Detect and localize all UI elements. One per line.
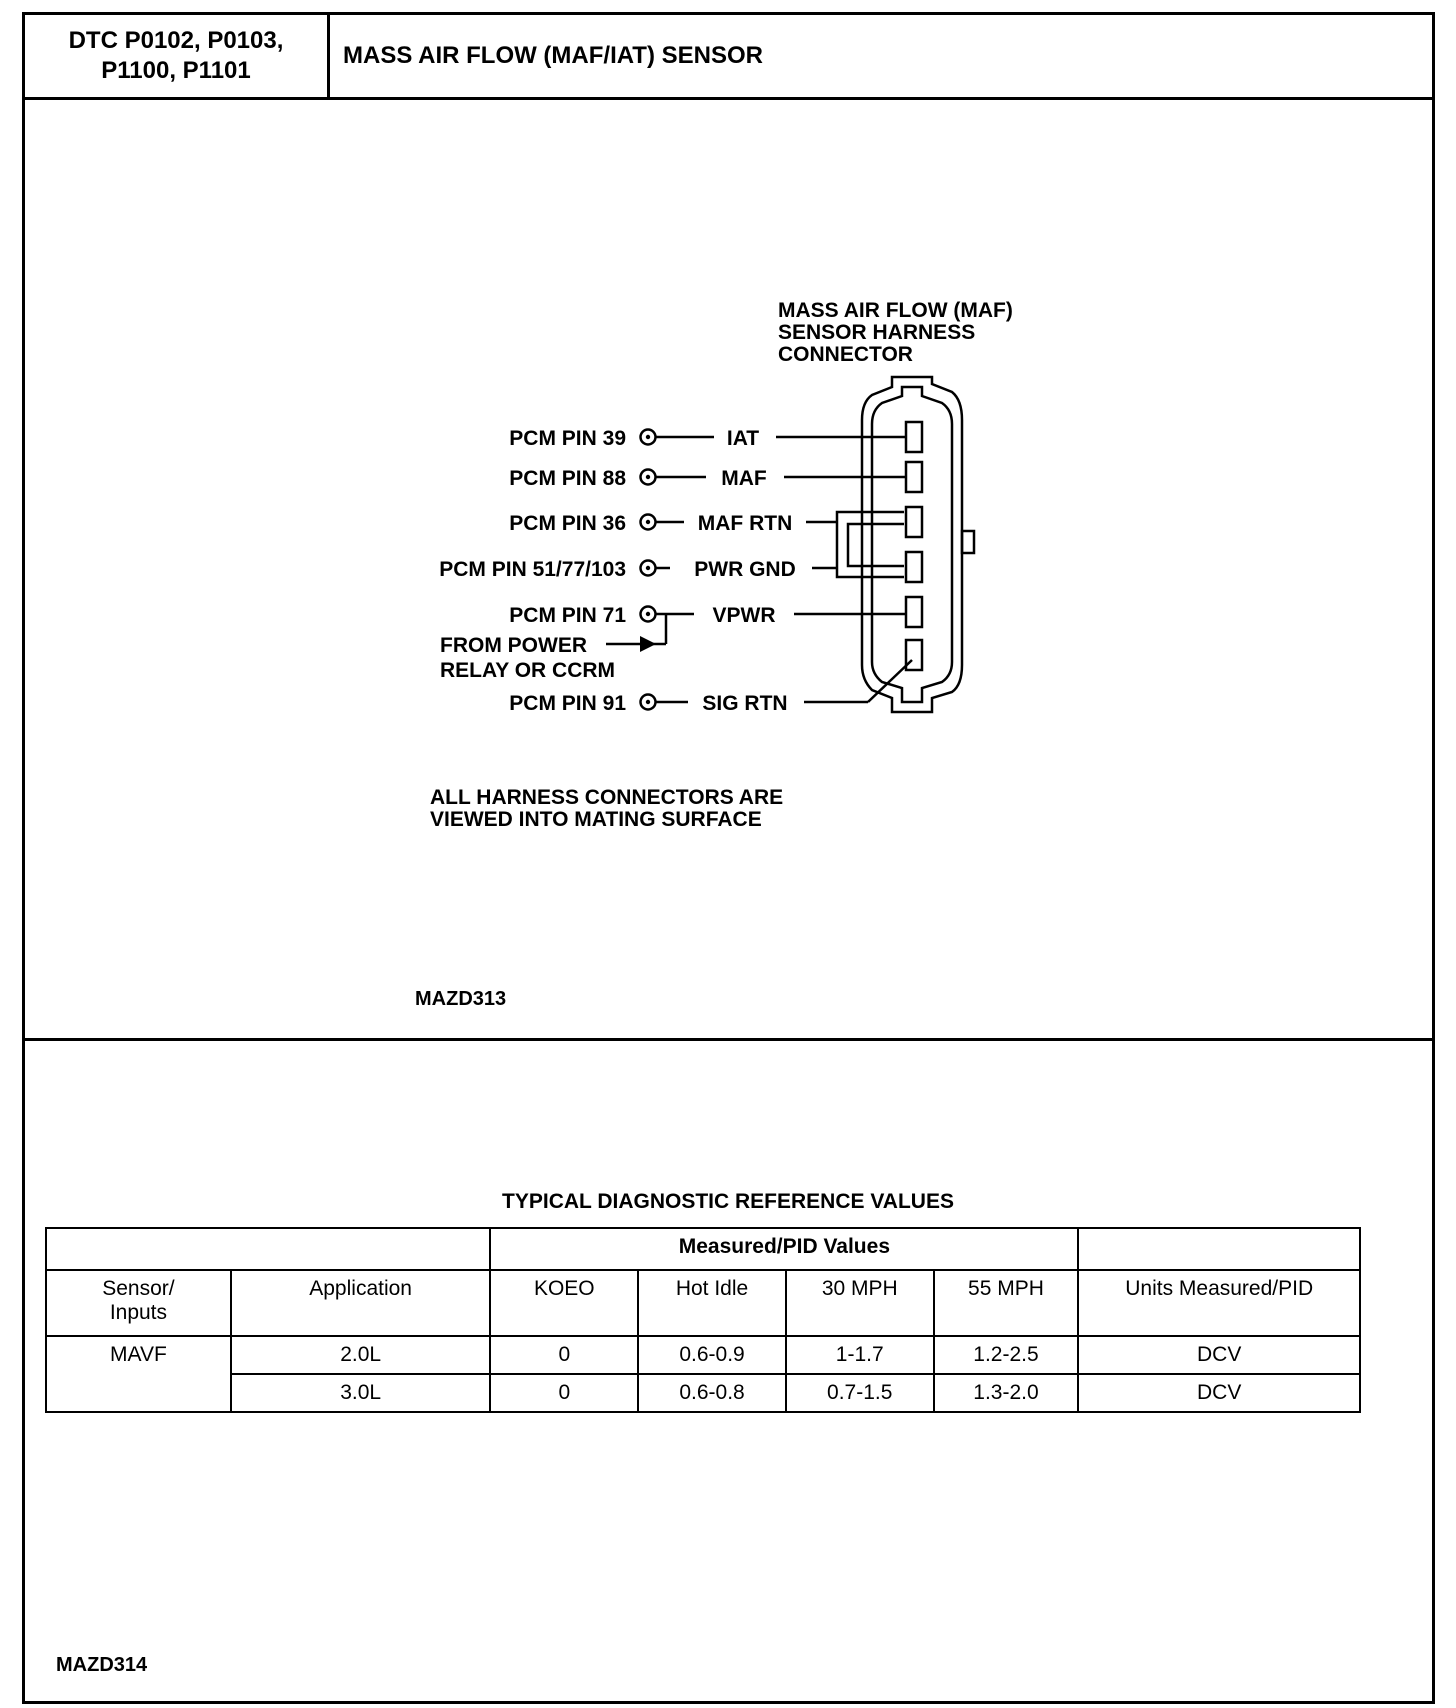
units-cell: DCV bbox=[1078, 1374, 1360, 1412]
pin-slot-maf bbox=[906, 462, 922, 492]
col-header-application: Application bbox=[231, 1270, 491, 1336]
empty-header-cell bbox=[46, 1228, 490, 1270]
power-source-line-1: FROM POWER bbox=[440, 634, 587, 657]
terminal-dot-icon bbox=[646, 520, 650, 524]
signal-sig-rtn-label: SIG RTN bbox=[702, 692, 788, 715]
reference-values-table bbox=[45, 1227, 1361, 1413]
viewing-note-line-2: VIEWED INTO MATING SURFACE bbox=[430, 808, 762, 831]
pin-slots bbox=[906, 422, 922, 670]
hot-idle-cell: 0.6-0.9 bbox=[638, 1336, 786, 1374]
mph55-cell: 1.3-2.0 bbox=[934, 1374, 1079, 1412]
col-header-55-mph: 55 MPH bbox=[934, 1270, 1079, 1336]
connector-title-line-1: MASS AIR FLOW (MAF) bbox=[778, 299, 1013, 322]
units-cell: DCV bbox=[1078, 1336, 1360, 1374]
mph30-cell: 0.7-1.5 bbox=[786, 1374, 934, 1412]
pcm-pin-71-label: PCM PIN 71 bbox=[509, 604, 626, 627]
signal-maf-rtn-label: MAF RTN bbox=[697, 512, 793, 535]
pcm-pin-91-label: PCM PIN 91 bbox=[509, 692, 626, 715]
mph55-cell: 1.2-2.5 bbox=[934, 1336, 1079, 1374]
signal-iat-label: IAT bbox=[726, 427, 760, 450]
col-header-units: Units Measured/PID bbox=[1078, 1270, 1360, 1336]
pin-slot-vpwr bbox=[906, 597, 922, 627]
col-header-sensor: Sensor/ Inputs bbox=[46, 1270, 231, 1336]
power-source-line-2: RELAY OR CCRM bbox=[440, 659, 616, 682]
hot-idle-cell: 0.6-0.8 bbox=[638, 1374, 786, 1412]
signal-pwr-gnd-label: PWR GND bbox=[694, 558, 796, 581]
connector-title-line-3: CONNECTOR bbox=[778, 343, 913, 366]
table-row bbox=[46, 1374, 1360, 1412]
figure-code-diagram: MAZD313 bbox=[415, 988, 507, 1010]
ground-jumper bbox=[837, 512, 904, 577]
pcm-pin-88-label: PCM PIN 88 bbox=[509, 467, 626, 490]
signal-maf-label: MAF bbox=[721, 467, 767, 490]
arrow-right-icon bbox=[640, 636, 656, 652]
terminal-dot-icon bbox=[646, 435, 650, 439]
connector-body bbox=[862, 377, 974, 712]
table-row bbox=[46, 1336, 1360, 1374]
application-cell: 2.0L bbox=[231, 1336, 491, 1374]
pin-slot-sig-rtn bbox=[906, 640, 922, 670]
table-title: TYPICAL DIAGNOSTIC REFERENCE VALUES bbox=[502, 1190, 954, 1213]
measured-pid-group-header: Measured/PID Values bbox=[490, 1228, 1078, 1270]
dtc-codes-line-2: P1100, P1101 bbox=[101, 57, 251, 84]
terminal-dot-icon bbox=[646, 566, 650, 570]
page-title: MASS AIR FLOW (MAF/IAT) SENSOR bbox=[343, 42, 763, 69]
terminal-dot-icon bbox=[646, 475, 650, 479]
dtc-codes-line-1: DTC P0102, P0103, bbox=[68, 27, 284, 54]
pin-slot-pwr-gnd bbox=[906, 552, 922, 582]
terminal-dot-icon bbox=[646, 700, 650, 704]
col-header-hot-idle: Hot Idle bbox=[638, 1270, 786, 1336]
pcm-pin-39-label: PCM PIN 39 bbox=[509, 427, 626, 450]
mph30-cell: 1-1.7 bbox=[786, 1336, 934, 1374]
koeo-cell: 0 bbox=[490, 1336, 638, 1374]
figure-code-table: MAZD314 bbox=[56, 1654, 148, 1676]
col-header-koeo: KOEO bbox=[490, 1270, 638, 1336]
pin-slot-iat bbox=[906, 422, 922, 452]
application-cell: 3.0L bbox=[231, 1374, 491, 1412]
viewing-note-line-1: ALL HARNESS CONNECTORS ARE bbox=[430, 786, 784, 809]
pcm-pin-51-77-103-label: PCM PIN 51/77/103 bbox=[439, 558, 626, 581]
sensor-cell: MAVF bbox=[46, 1336, 231, 1412]
terminal-dot-icon bbox=[646, 612, 650, 616]
table-group-header-row bbox=[46, 1228, 1360, 1270]
table-header-row bbox=[46, 1270, 1360, 1336]
koeo-cell: 0 bbox=[490, 1374, 638, 1412]
pcm-pin-36-label: PCM PIN 36 bbox=[509, 512, 626, 535]
connector-title-line-2: SENSOR HARNESS bbox=[778, 321, 976, 344]
col-header-30-mph: 30 MPH bbox=[786, 1270, 934, 1336]
pin-slot-maf-rtn bbox=[906, 507, 922, 537]
signal-vpwr-label: VPWR bbox=[712, 604, 776, 627]
empty-header-cell bbox=[1078, 1228, 1360, 1270]
